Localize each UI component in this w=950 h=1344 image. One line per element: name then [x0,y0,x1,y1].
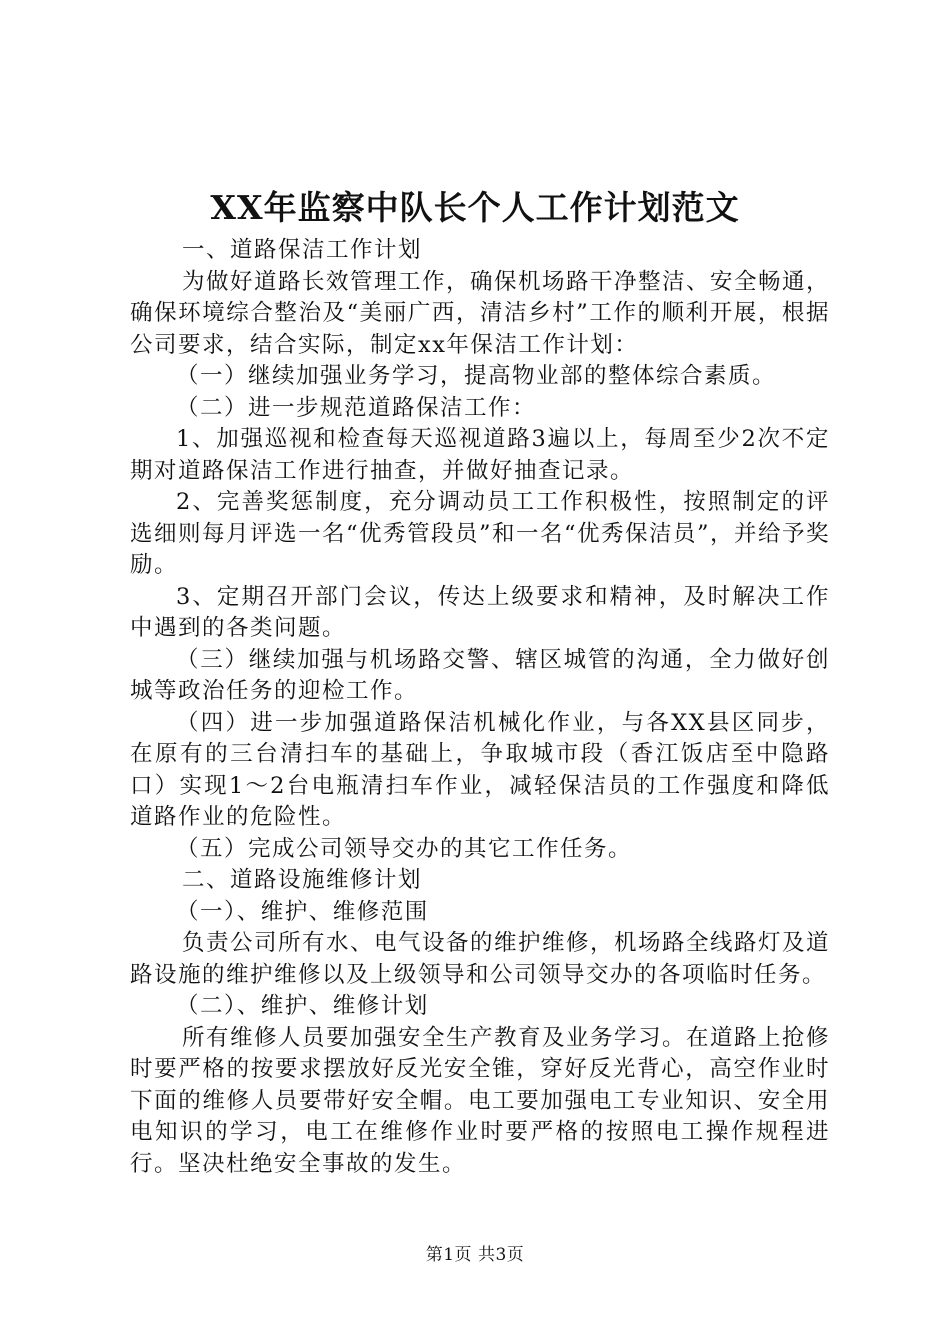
paragraph-subitem-3: 3、定期召开部门会议，传达上级要求和精神，及时解决工作中遇到的各类问题。 [130,583,830,641]
paragraph-subitem-2: 2、完善奖惩制度，充分调动员工工作积极性，按照制定的评选细则每月评选一名“优秀管段员”和一名“优秀保洁员”，并给予奖励。 [130,489,831,578]
section-heading-2: 二、道路设施维修计划 [182,867,423,893]
paragraph-plan: 所有维修人员要加强安全生产教育及业务学习。在道路上抢修时要严格的按要求摆放好反光安全锥，穿好反光背心，高空作业时下面的维修人员要带好安全帽。电工要加强电工专业知识、安全用电知识的学习，电工在维修作业时要严格的按照电工操作规程进行。坚决杜绝安全事故的发生。 [130,1024,831,1177]
paragraph-plan-heading: （二）、维护、维修计划 [176,993,429,1019]
paragraph-item-1: （一）继续加强业务学习，提高物业部的整体综合素质。 [176,363,777,389]
paragraph-intro: 为做好道路长效管理工作，确保机场路干净整洁、安全畅通，确保环境综合整治及“美丽广西，清洁乡村”工作的顺利开展，根据公司要求，结合实际，制定xx年保洁工作计划： [130,268,831,358]
paragraph-item-4: （四）进一步加强道路保洁机械化作业，与各XX县区同步，在原有的三台清扫车的基础上，争取城市段（香江饭店至中隐路口）实现1～2台电瓶清扫车作业，减轻保洁员的工作强度和降低道路作业的危险性。 [130,709,830,830]
paragraph-scope: 负责公司所有水、电气设备的维护维修，机场路全线路灯及道路设施的维护维修以及上级领导和公司领导交办的各项临时任务。 [130,930,831,988]
paragraph-item-5: （五）完成公司领导交办的其它工作任务。 [176,835,633,862]
document-body [130,235,830,1180]
paragraph-subitem-1: 1、加强巡视和检查每天巡视道路3遍以上，每周至少2次不定期对道路保洁工作进行抽查，并做好抽查记录。 [130,426,830,484]
page-title: XX年监察中队长个人工作计划范文 [210,188,740,227]
page-footer: 第1页 共3页 [425,1245,525,1265]
section-heading-1: 一、道路保洁工作计划 [182,237,423,263]
paragraph-scope-heading: （一）、维护、维修范围 [176,898,429,925]
paragraph-item-3: （三）继续加强与机场路交警、辖区城管的沟通，全力做好创城等政治任务的迎检工作。 [130,646,830,704]
paragraph-item-2: （二）进一步规范道路保洁工作： [176,394,537,421]
